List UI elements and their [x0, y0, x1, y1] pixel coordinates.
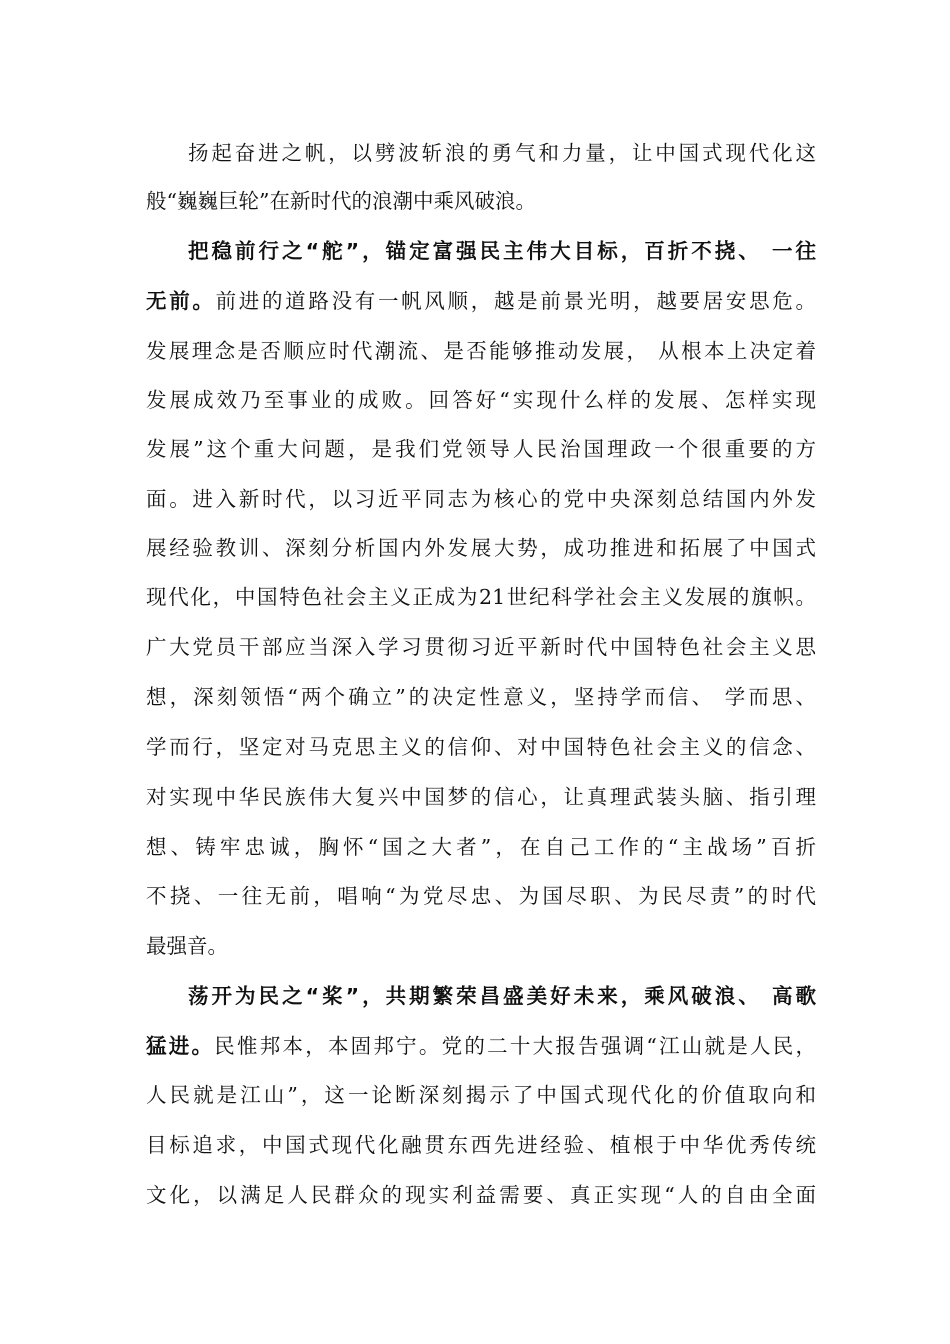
line-text: 学而行，坚定对马克思主义的信仰、对中国特色社会主义的信念、: [146, 735, 816, 759]
line-text: 发展理念是否顺应时代潮流、是否能够推动发展， 从根本上决定着: [146, 339, 816, 363]
paragraph-heading-line: [188, 238, 816, 264]
text-line: [146, 1082, 816, 1108]
text-line: [146, 387, 816, 413]
paragraph-heading-line: [188, 983, 816, 1009]
text-line: [146, 834, 816, 860]
line-text: 发展”这个重大问题，是我们党领导人民治国理政一个很重要的方: [146, 437, 816, 461]
text-line: [146, 1182, 816, 1208]
text-line: [146, 535, 816, 561]
bold-heading-text: 荡开为民之“桨”，共期繁荣昌盛美好未来，乘风破浪、 高歌: [188, 984, 816, 1008]
text-line: [146, 634, 816, 660]
line-text: 前进的道路没有一帆风顺，越是前景光明，越要居安思危。: [215, 289, 817, 313]
text-line: [146, 784, 816, 810]
line-text: 现代化，中国特色社会主义正成为21世纪科学社会主义发展的旗帜。: [146, 585, 816, 609]
line-text: 民惟邦本，本固邦宁。党的二十大报告强调“江山就是人民，: [214, 1034, 817, 1058]
line-text: 想、铸牢忠诚，胸怀“国之大者”，在自己工作的“主战场”百折: [146, 835, 816, 859]
line-text: 不挠、一往无前，唱响“为党尽忠、为国尽职、为民尽责”的时代: [146, 884, 816, 908]
line-text: 扬起奋进之帆，以劈波斩浪的勇气和力量，让中国式现代化这: [188, 141, 816, 165]
line-text: 想，深刻领悟“两个确立”的决定性意义，坚持学而信、 学而思、: [146, 685, 816, 709]
line-text: 文化，以满足人民群众的现实利益需要、真正实现“人的自由全面: [146, 1183, 816, 1207]
line-text: 面。进入新时代，以习近平同志为核心的党中央深刻总结国内外发: [146, 487, 816, 511]
text-line: [146, 486, 816, 512]
bold-heading-text: 无前。: [146, 289, 216, 313]
line-text: 发展成效乃至事业的成败。回答好“实现什么样的发展、怎样实现: [146, 388, 816, 412]
text-line: [146, 734, 816, 760]
text-line: [146, 188, 816, 214]
text-line: [146, 1132, 816, 1158]
line-text: 对实现中华民族伟大复兴中国梦的信心，让真理武装头脑、指引理: [146, 785, 816, 809]
line-text: 般“巍巍巨轮”在新时代的浪潮中乘风破浪。: [146, 189, 536, 213]
text-line: [188, 140, 816, 166]
line-text: 目标追求，中国式现代化融贯东西先进经验、植根于中华优秀传统: [146, 1133, 816, 1157]
line-text: 最强音。: [146, 934, 228, 958]
line-text: 广大党员干部应当深入学习贯彻习近平新时代中国特色社会主义思: [146, 635, 816, 659]
text-line: [146, 288, 816, 314]
text-line: [146, 1033, 816, 1059]
text-line: [146, 933, 816, 959]
text-line: [146, 883, 816, 909]
text-line: [146, 584, 816, 610]
line-text: 展经验教训、深刻分析国内外发展大势，成功推进和拓展了中国式: [146, 536, 816, 560]
line-text: 人民就是江山”，这一论断深刻揭示了中国式现代化的价值取向和: [146, 1083, 816, 1107]
bold-heading-text: 猛进。: [146, 1034, 215, 1058]
text-line: [146, 684, 816, 710]
text-line: [146, 338, 816, 364]
text-line: [146, 436, 816, 462]
bold-heading-text: 把稳前行之“舵”，锚定富强民主伟大目标，百折不挠、 一往: [188, 239, 816, 263]
